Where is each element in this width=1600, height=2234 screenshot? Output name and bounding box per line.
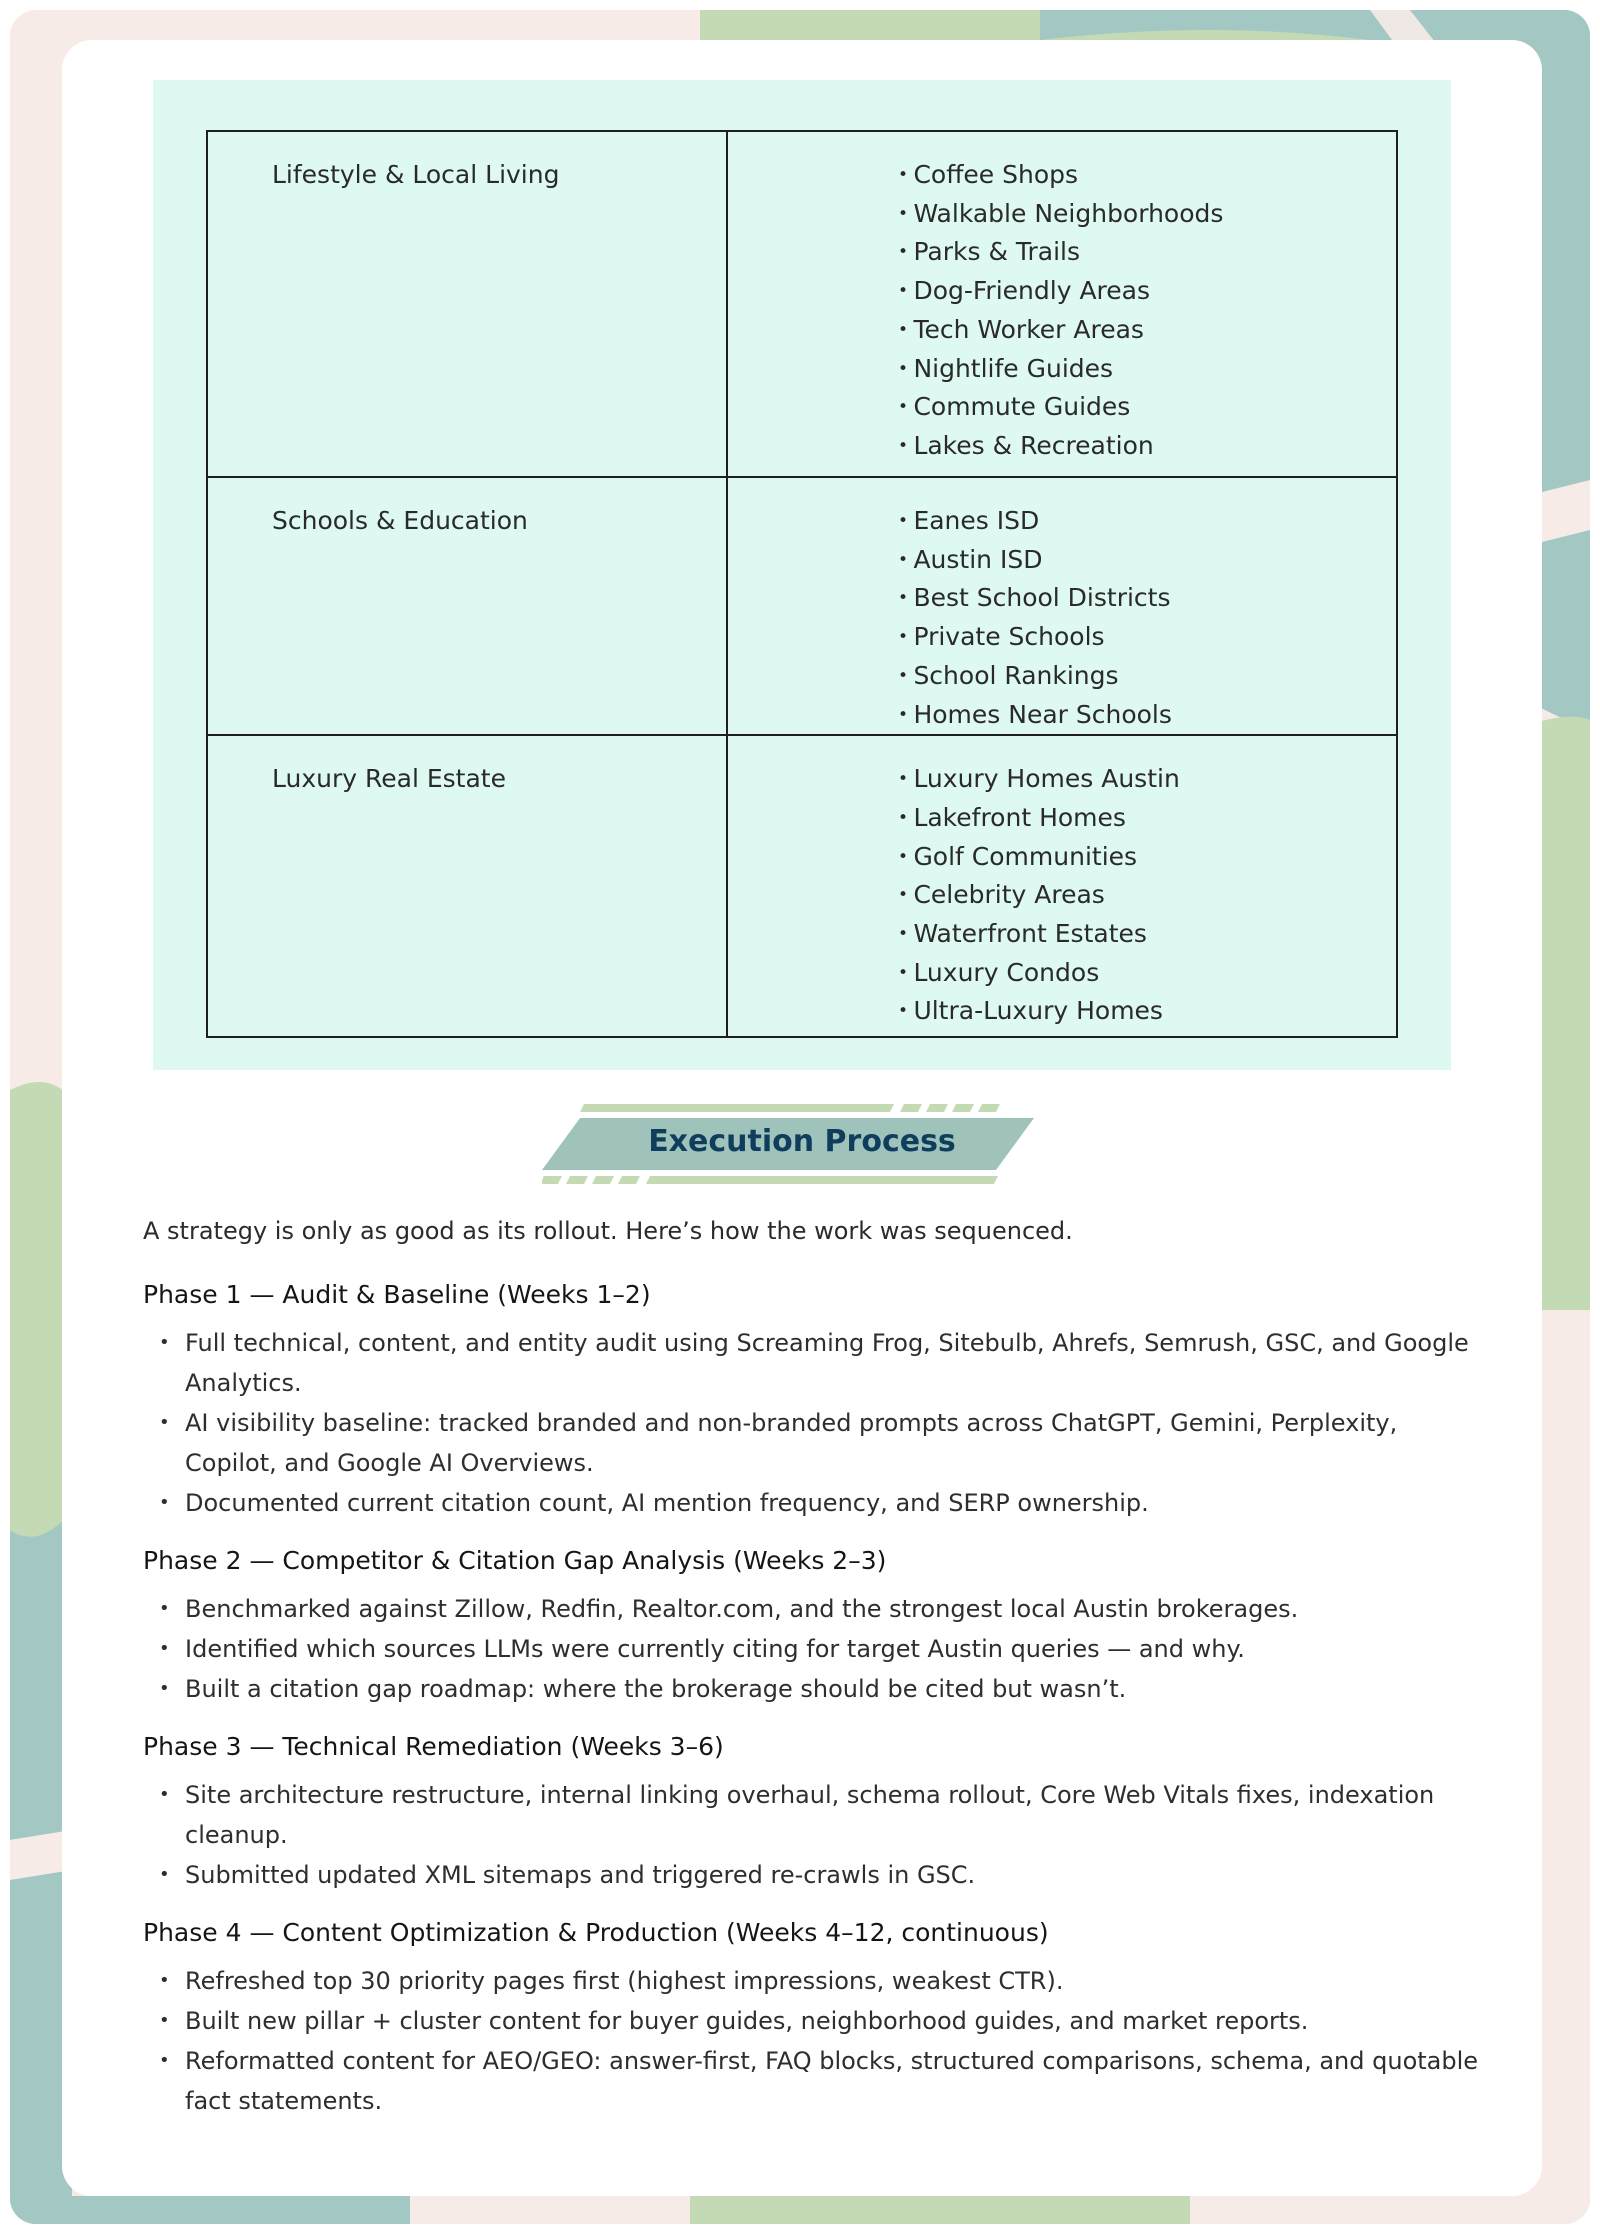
phase-3-list [143,1775,1483,1895]
phase-1-title: Phase 1 — Audit & Baseline (Weeks 1–2) [143,1280,651,1309]
list-item: • Golf Communities [898,838,1396,877]
section-title: Execution Process [648,1124,956,1159]
list-item: • Commute Guides [898,388,1396,427]
table-cell-items [727,735,1397,1037]
list-item: • Eanes ISD [898,502,1396,541]
list-item: • School Rankings [898,657,1396,696]
list-item: • Refreshed top 30 priority pages first (highest impressions, weakest CTR). [143,1961,1483,2001]
table-cell-items [727,131,1397,477]
list-item: • Site architecture restructure, internal linking overhaul, schema rollout, Core Web Vitals fixes, indexation cleanup. [143,1775,1483,1855]
list-item: • Dog-Friendly Areas [898,272,1396,311]
phase-4-list [143,1961,1483,2121]
list-item: • Walkable Neighborhoods [898,195,1396,234]
list-item: • Nightlife Guides [898,350,1396,389]
list-item: • Austin ISD [898,541,1396,580]
list-item: • Identified which sources LLMs were currently citing for target Austin queries — and why. [143,1629,1483,1669]
list-item: • Reformatted content for AEO/GEO: answer-first, FAQ blocks, structured comparisons, schema, and quotable fact statements. [143,2041,1483,2121]
list-item: • Ultra-Luxury Homes [898,992,1396,1031]
document-page [62,40,1542,2196]
list-item: • Benchmarked against Zillow, Redfin, Realtor.com, and the strongest local Austin brokerages. [143,1589,1483,1629]
list-item: • Parks & Trails [898,233,1396,272]
list-item: • Built new pillar + cluster content for buyer guides, neighborhood guides, and market reports. [143,2001,1483,2041]
list-item: • Submitted updated XML sitemaps and triggered re-crawls in GSC. [143,1855,1483,1895]
list-item: • Best School Districts [898,579,1396,618]
topics-table [206,130,1398,1038]
phase-3-title: Phase 3 — Technical Remediation (Weeks 3–6) [143,1732,724,1761]
list-item: • Full technical, content, and entity audit using Screaming Frog, Sitebulb, Ahrefs, Semrush, GSC, and Google Analytics. [143,1323,1483,1403]
phase-2-list [143,1589,1483,1709]
list-item: • Luxury Homes Austin [898,760,1396,799]
list-item: • Built a citation gap roadmap: where the brokerage should be cited but wasn’t. [143,1669,1483,1709]
table-cell-category: Luxury Real Estate [207,735,727,1037]
table-row [207,735,1397,1037]
item-list [898,760,1396,1031]
list-item: • Waterfront Estates [898,915,1396,954]
list-item: • Coffee Shops [898,156,1396,195]
phase-2-title: Phase 2 — Competitor & Citation Gap Analysis (Weeks 2–3) [143,1546,887,1575]
item-list [898,156,1396,466]
table-row [207,131,1397,477]
table-row [207,477,1397,735]
list-item: • AI visibility baseline: tracked branded and non-branded prompts across ChatGPT, Gemini, Perplexity, Copilot, and Google AI Overviews. [143,1403,1483,1483]
list-item: • Homes Near Schools [898,696,1396,735]
execution-content [143,1213,1483,2141]
table-cell-category: Lifestyle & Local Living [207,131,727,477]
table-cell-category: Schools & Education [207,477,727,735]
item-list [898,502,1396,734]
list-item: • Lakefront Homes [898,799,1396,838]
table-cell-items [727,477,1397,735]
list-item: • Documented current citation count, AI mention frequency, and SERP ownership. [143,1483,1483,1523]
list-item: • Celebrity Areas [898,876,1396,915]
list-item: • Private Schools [898,618,1396,657]
list-item: • Luxury Condos [898,954,1396,993]
phase-1-list [143,1323,1483,1523]
list-item: • Tech Worker Areas [898,311,1396,350]
phase-4-title: Phase 4 — Content Optimization & Production (Weeks 4–12, continuous) [143,1918,1049,1947]
banner-shape [542,1100,1062,1220]
section-banner [542,1100,1062,1220]
intro-paragraph: A strategy is only as good as its rollout. Here’s how the work was sequenced. [143,1217,1073,1245]
list-item: • Lakes & Recreation [898,427,1396,466]
topics-table-panel [153,80,1451,1070]
